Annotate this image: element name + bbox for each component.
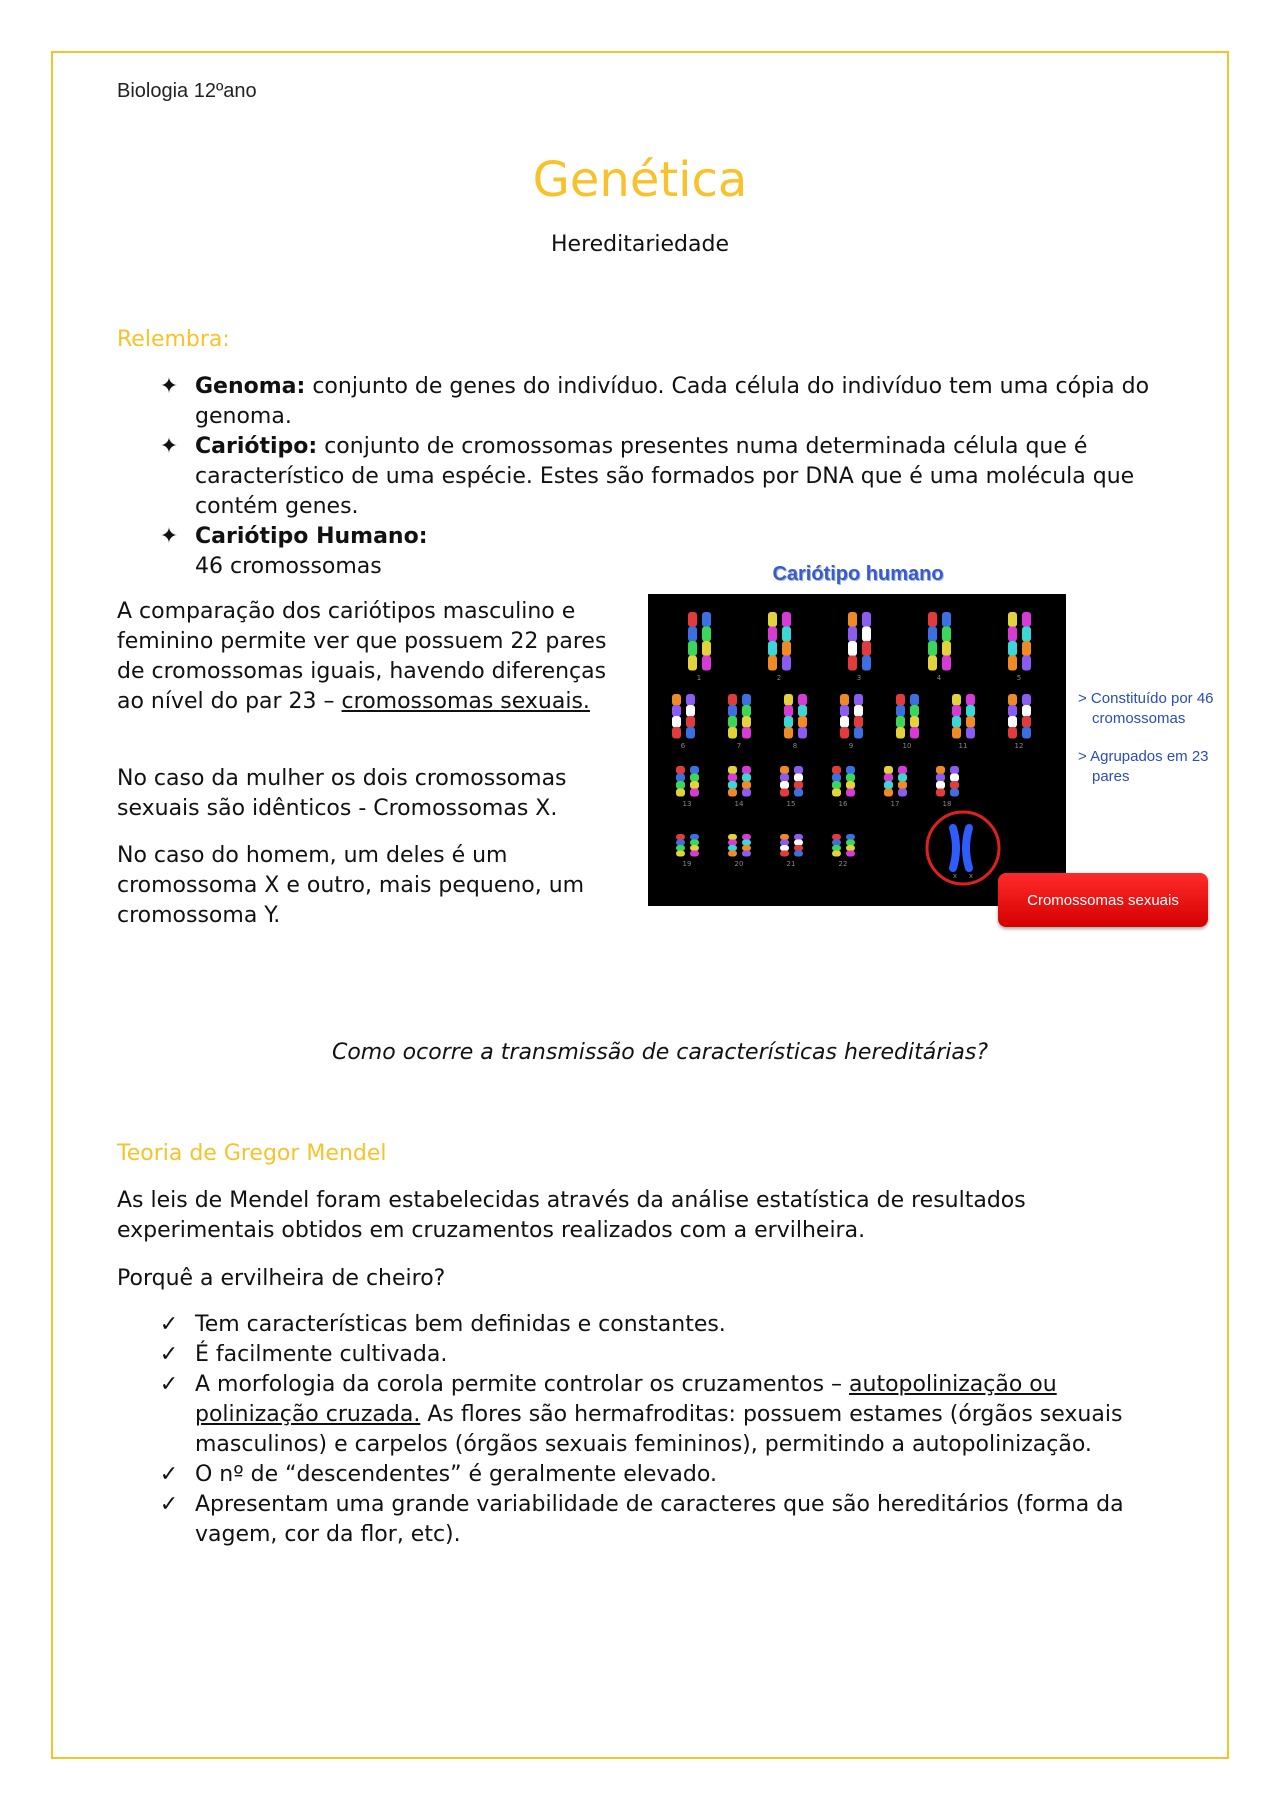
chromosome-band [690, 845, 699, 851]
chromosome-band [854, 705, 863, 717]
chromosome-band [688, 656, 697, 671]
paragraph-comparison: A comparação dos cariótipos masculino e feminino permite ver que possuem 22 pares de cromossomas iguais, havendo diferenças ao nível do par 23 – cromossomas sexuais. [117, 599, 607, 714]
chromosome-band [950, 789, 959, 797]
chromosome-band [768, 641, 777, 656]
chromosome-band [910, 727, 919, 739]
chromosome-band [702, 641, 711, 656]
mendel-reasons-list [117, 1310, 1187, 1550]
chromosome-number: 18 [942, 800, 952, 808]
chromosome-band [832, 851, 841, 857]
chromosome [676, 834, 685, 857]
chromosome-band [928, 627, 937, 642]
list-item: ✓ O nº de “descendentes” é geralmente elevado. [117, 1460, 1187, 1490]
chromosome-band [676, 845, 685, 851]
chromosome-band [690, 851, 699, 857]
chromosome-band [794, 781, 803, 789]
chromosome-band [728, 789, 737, 797]
list-item: ✓ Tem características bem definidas e constantes. [117, 1310, 1187, 1340]
chromosome-band [728, 716, 737, 728]
sex-chromosomes-button: Cromossomas sexuais [998, 873, 1208, 927]
chromosome-band [782, 641, 791, 656]
chromosome-band [950, 781, 959, 789]
chromosome-band [840, 694, 849, 706]
chromosome-band [832, 766, 841, 774]
chromosome-band [896, 705, 905, 717]
chromosome-band [854, 694, 863, 706]
chromosome-band [952, 727, 961, 739]
chromosome-band [742, 716, 751, 728]
mendel-question: Porquê a ervilheira de cheiro? [117, 1266, 446, 1291]
chromosome-band [846, 781, 855, 789]
chromosome-band [686, 694, 695, 706]
chromosome-band [942, 612, 951, 627]
chromosome-band [742, 851, 751, 857]
karyotype-chromosomes [648, 594, 1066, 906]
list-item: ✓ A morfologia da corola permite controlar os cruzamentos – autopolinização ou polinização cruzada. As flores são hermafroditas: possuem estames (órgãos sexuais masculinos) e carpelos (órgãos sexuais femininos), permitindo a autopolinização. [117, 1370, 1187, 1460]
chromosome-number: 21 [786, 860, 796, 868]
term: Cariótipo: [195, 434, 318, 459]
chromosome [780, 766, 789, 797]
chromosome-band [840, 705, 849, 717]
chromosome-number: 14 [734, 800, 744, 808]
chromosome-band [690, 840, 699, 846]
chromosome-band [1008, 705, 1017, 717]
chromosome-band [782, 656, 791, 671]
chromosome-band [840, 727, 849, 739]
chromosome-band [966, 694, 975, 706]
chromosome [928, 612, 937, 671]
chromosome-band [728, 694, 737, 706]
chromosome-number: 5 [1016, 674, 1022, 682]
chromosome-band [686, 727, 695, 739]
chromosome-band [672, 705, 681, 717]
chromosome-band [840, 716, 849, 728]
chromosome-band [728, 834, 737, 840]
chromosome-band [702, 612, 711, 627]
chromosome [854, 694, 863, 739]
chromosome-number: 12 [1014, 742, 1024, 750]
chromosome-band [784, 727, 793, 739]
chromosome-band [742, 766, 751, 774]
chromosome-band [1008, 641, 1017, 656]
chromosome [768, 612, 777, 671]
chromosome-band [898, 789, 907, 797]
chromosome-band [672, 716, 681, 728]
chromosome-number: 6 [680, 742, 686, 750]
chromosome [1022, 694, 1031, 739]
chromosome-band [794, 789, 803, 797]
chromosome-band [676, 774, 685, 782]
chromosome-number: 20 [734, 860, 744, 868]
chromosome-number: x [952, 872, 958, 880]
chromosome [848, 612, 857, 671]
chromosome-band [942, 641, 951, 656]
chromosome [742, 834, 751, 857]
chromosome-band [966, 705, 975, 717]
chromosome-band [936, 774, 945, 782]
chromosome-band [784, 716, 793, 728]
chromosome-band [896, 727, 905, 739]
karyotype-title: Cariótipo humano [772, 563, 944, 585]
chromosome-band [848, 627, 857, 642]
chromosome-band [728, 851, 737, 857]
chromosome-band [768, 656, 777, 671]
chromosome-band [952, 716, 961, 728]
check-icon: ✓ [159, 1462, 179, 1487]
chromosome-band [672, 694, 681, 706]
chromosome-band [742, 789, 751, 797]
chromosome-band [742, 727, 751, 739]
chromosome-band [742, 705, 751, 717]
chromosome-band [942, 656, 951, 671]
chromosome-band [896, 694, 905, 706]
chromosome-band [898, 774, 907, 782]
chromosome [1008, 694, 1017, 739]
chromosome [728, 694, 737, 739]
chromosome-number: 2 [776, 674, 782, 682]
chromosome-band [1022, 627, 1031, 642]
chromosome-band [832, 845, 841, 851]
chromosome-band [966, 716, 975, 728]
definition: 46 cromossomas [195, 554, 382, 579]
chromosome-number: x [968, 872, 974, 880]
chromosome-band [846, 840, 855, 846]
chromosome-band [928, 612, 937, 627]
chromosome-band [794, 774, 803, 782]
chromosome-band [728, 774, 737, 782]
chromosome-band [690, 774, 699, 782]
sparkle-bullet-icon: ✦ [159, 434, 179, 459]
chromosome-band [832, 789, 841, 797]
chromosome [896, 694, 905, 739]
mendel-heading: Teoria de Gregor Mendel [117, 1141, 387, 1166]
chromosome-band [782, 627, 791, 642]
chromosome-band [742, 840, 751, 846]
chromosome-band [910, 705, 919, 717]
list-item [117, 432, 1177, 522]
chromosome-band [832, 834, 841, 840]
chromosome-band [676, 840, 685, 846]
chromosome-band [1008, 716, 1017, 728]
chromosome-band [780, 789, 789, 797]
check-icon: ✓ [159, 1342, 179, 1367]
chromosome-number: 11 [958, 742, 968, 750]
chromosome-band [896, 716, 905, 728]
chromosome-band [688, 612, 697, 627]
chromosome-band [780, 766, 789, 774]
chromosome-band [780, 840, 789, 846]
page-title: Genética [532, 152, 748, 208]
chromosome-band [862, 656, 871, 671]
chromosome [898, 766, 907, 797]
sparkle-bullet-icon: ✦ [159, 524, 179, 549]
list-item: ✓ É facilmente cultivada. [117, 1340, 1187, 1370]
chromosome-band [1022, 716, 1031, 728]
chromosome-band [690, 766, 699, 774]
chromosome [862, 612, 871, 671]
page-subtitle: Hereditariedade [551, 232, 729, 257]
paragraph-female: No caso da mulher os dois cromossomas sexuais são idênticos - Cromossomas X. [117, 766, 567, 821]
chromosome [672, 694, 681, 739]
chromosome-band [794, 766, 803, 774]
chromosome-band [702, 656, 711, 671]
chromosome-band [952, 705, 961, 717]
chromosome [728, 834, 737, 857]
chromosome [952, 694, 961, 739]
chromosome-number: 15 [786, 800, 796, 808]
chromosome-number: 8 [792, 742, 798, 750]
chromosome-band [676, 789, 685, 797]
chromosome-band [936, 766, 945, 774]
chromosome-band [966, 727, 975, 739]
chromosome-number: 7 [736, 742, 742, 750]
chromosome [742, 766, 751, 797]
chromosome-band [884, 766, 893, 774]
chromosome-band [794, 840, 803, 846]
chromosome-band [846, 851, 855, 857]
chromosome [884, 766, 893, 797]
chromosome-band [928, 641, 937, 656]
chromosome-band [832, 840, 841, 846]
chromosome-band [848, 641, 857, 656]
chromosome-band [676, 851, 685, 857]
sex-chromosome [953, 828, 956, 868]
karyotype-note-46: > Constituído por 46 cromossomas [1078, 690, 1214, 727]
chromosome [1008, 612, 1017, 671]
chromosome [690, 766, 699, 797]
chromosome-number: 1 [696, 674, 702, 682]
chromosome-band [780, 851, 789, 857]
chromosome-band [1022, 694, 1031, 706]
chromosome-band [910, 694, 919, 706]
chromosome-band [798, 705, 807, 717]
chromosome [936, 766, 945, 797]
chromosome-band [846, 766, 855, 774]
underlined-term: cromossomas sexuais. [341, 689, 590, 714]
chromosome-band [854, 716, 863, 728]
chromosome-band [742, 774, 751, 782]
chromosome-band [846, 834, 855, 840]
chromosome-band [1022, 656, 1031, 671]
chromosome-band [832, 781, 841, 789]
chromosome-band [898, 766, 907, 774]
chromosome-band [728, 727, 737, 739]
chromosome-band [728, 845, 737, 851]
chromosome-band [884, 789, 893, 797]
chromosome [794, 834, 803, 857]
relembra-heading: Relembra: [117, 327, 230, 352]
chromosome-band [676, 834, 685, 840]
chromosome-band [780, 834, 789, 840]
chromosome-band [1008, 627, 1017, 642]
chromosome-band [782, 612, 791, 627]
chromosome-band [676, 766, 685, 774]
chromosome-band [784, 694, 793, 706]
chromosome-band [952, 694, 961, 706]
chromosome-band [676, 781, 685, 789]
chromosome-band [1022, 727, 1031, 739]
chromosome-band [942, 627, 951, 642]
chromosome-band [688, 627, 697, 642]
list-item: ✓ Apresentam uma grande variabilidade de caracteres que são hereditários (forma da vagem, cor da flor, etc). [117, 1490, 1187, 1550]
sparkle-bullet-icon: ✦ [159, 374, 179, 399]
chromosome [846, 766, 855, 797]
chromosome-band [702, 627, 711, 642]
chromosome-band [848, 612, 857, 627]
term: Cariótipo Humano: [195, 524, 428, 549]
chromosome-band [854, 727, 863, 739]
chromosome [782, 612, 791, 671]
chromosome-band [794, 834, 803, 840]
chromosome-band [846, 774, 855, 782]
question-text: Como ocorre a transmissão de características hereditárias? [331, 1040, 989, 1065]
chromosome-band [728, 766, 737, 774]
chromosome-band [950, 774, 959, 782]
chromosome [702, 612, 711, 671]
chromosome [846, 834, 855, 857]
chromosome-band [742, 834, 751, 840]
chromosome-band [780, 845, 789, 851]
chromosome [840, 694, 849, 739]
chromosome-band [728, 840, 737, 846]
chromosome-band [1008, 656, 1017, 671]
chromosome-number: 17 [890, 800, 900, 808]
chromosome-band [862, 641, 871, 656]
chromosome-band [780, 781, 789, 789]
chromosome [966, 694, 975, 739]
chromosome-band [688, 641, 697, 656]
chromosome [686, 694, 695, 739]
chromosome-number: 13 [682, 800, 692, 808]
karyotype-image [648, 594, 1066, 906]
chromosome-number: 22 [838, 860, 848, 868]
chromosome [798, 694, 807, 739]
check-icon: ✓ [159, 1492, 179, 1517]
chromosome [832, 834, 841, 857]
chromosome [784, 694, 793, 739]
chromosome-band [768, 627, 777, 642]
chromosome-band [884, 781, 893, 789]
definition: conjunto de cromossomas presentes numa determinada célula que é característico de uma espécie. Estes são formados por DNA que é uma molécula que contém genes. [195, 434, 1135, 519]
chromosome-band [910, 716, 919, 728]
chromosome-band [884, 774, 893, 782]
page-header: Biologia 12ºano [117, 80, 257, 102]
chromosome-number: 19 [682, 860, 692, 868]
term: Genoma: [195, 374, 306, 399]
chromosome-band [798, 716, 807, 728]
check-icon: ✓ [159, 1312, 179, 1337]
chromosome-band [672, 727, 681, 739]
chromosome-band [848, 656, 857, 671]
chromosome-band [798, 727, 807, 739]
chromosome-band [862, 627, 871, 642]
check-icon: ✓ [159, 1372, 179, 1397]
chromosome-band [1008, 612, 1017, 627]
chromosome-band [742, 781, 751, 789]
chromosome-band [690, 789, 699, 797]
chromosome-band [686, 705, 695, 717]
chromosome-band [832, 774, 841, 782]
chromosome-band [928, 656, 937, 671]
chromosome-band [686, 716, 695, 728]
chromosome [688, 612, 697, 671]
chromosome-band [728, 705, 737, 717]
chromosome-band [936, 781, 945, 789]
chromosome-band [784, 705, 793, 717]
chromosome-band [1022, 641, 1031, 656]
paragraph-male: No caso do homem, um deles é um cromossoma X e outro, mais pequeno, um cromossoma Y. [117, 843, 585, 928]
chromosome-band [950, 766, 959, 774]
chromosome-band [690, 781, 699, 789]
underlined-term: autopolinização ou polinização cruzada. [195, 1372, 1057, 1427]
chromosome [832, 766, 841, 797]
chromosome [742, 694, 751, 739]
chromosome-number: 16 [838, 800, 848, 808]
chromosome-band [1022, 705, 1031, 717]
chromosome-band [936, 789, 945, 797]
chromosome [910, 694, 919, 739]
chromosome-band [862, 612, 871, 627]
chromosome-number: 3 [856, 674, 862, 682]
chromosome-band [794, 851, 803, 857]
chromosome-band [690, 834, 699, 840]
chromosome-number: 4 [936, 674, 942, 682]
chromosome [950, 766, 959, 797]
chromosome [690, 834, 699, 857]
chromosome-band [768, 612, 777, 627]
chromosome-band [846, 845, 855, 851]
chromosome-band [1022, 612, 1031, 627]
sex-chromosome [966, 828, 969, 868]
chromosome-band [742, 694, 751, 706]
chromosome-band [728, 781, 737, 789]
chromosome-number: 10 [902, 742, 912, 750]
karyotype-note-23: > Agrupados em 23 pares [1078, 748, 1209, 785]
relembra-list [117, 372, 1177, 582]
chromosome-band [846, 789, 855, 797]
list-item [117, 372, 1177, 432]
definition: conjunto de genes do indivíduo. Cada célula do indivíduo tem uma cópia do genoma. [195, 374, 1150, 429]
chromosome-band [1008, 694, 1017, 706]
chromosome [728, 766, 737, 797]
chromosome-band [898, 781, 907, 789]
chromosome [1022, 612, 1031, 671]
chromosome-number: 9 [848, 742, 854, 750]
chromosome-band [798, 694, 807, 706]
chromosome-band [794, 845, 803, 851]
chromosome [942, 612, 951, 671]
chromosome [780, 834, 789, 857]
chromosome [794, 766, 803, 797]
mendel-intro: As leis de Mendel foram estabelecidas através da análise estatística de resultados experimentais obtidos em cruzamentos realizados com a ervilheira. [117, 1188, 1026, 1243]
chromosome-band [1008, 727, 1017, 739]
chromosome-band [780, 774, 789, 782]
chromosome-band [742, 845, 751, 851]
list-item [117, 522, 445, 582]
chromosome [676, 766, 685, 797]
